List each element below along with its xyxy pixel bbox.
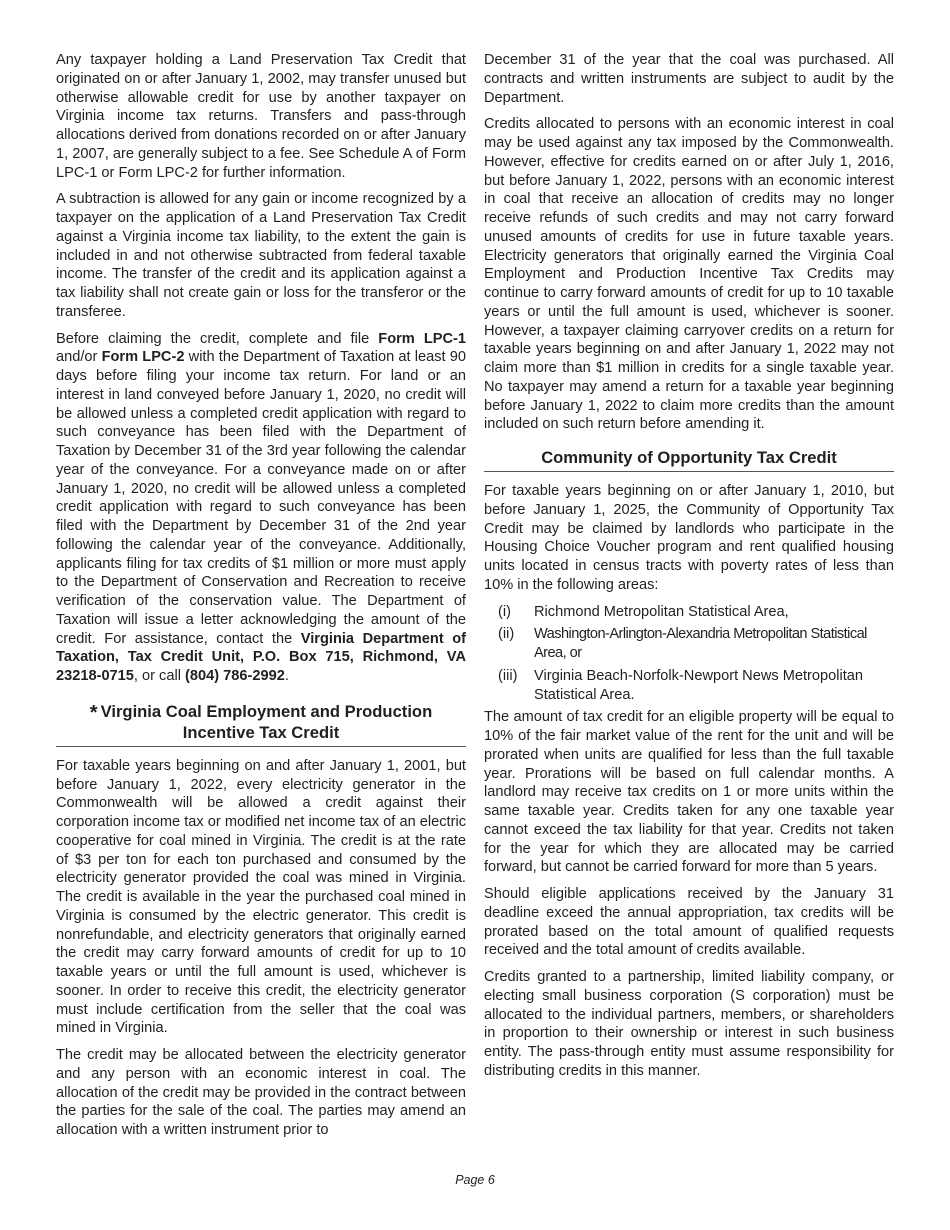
- claim-text-1: Before claiming the credit, complete and file: [56, 330, 379, 347]
- tax-credit-unit-address: Virginia Department of Taxation, Tax Credit Unit, P.O. Box 715, Richmond, VA 23218-0715: [56, 630, 467, 684]
- left-column: [56, 51, 466, 1148]
- page-number: Page 6: [455, 1173, 495, 1187]
- coal-credit-paragraph-1: For taxable years beginning on and after January 1, 2001, but before January 1, 2022, every electricity generator in the Commonwealth will be allowed a credit against their corporation income tax or modified net income tax of an electric cooperative for coal mined in Virginia. The credit is at the rate of $3 per ton for each ton purchased and consumed by the electricity generator provided the coal was mined in Virginia. The credit is available in the year the purchased coal mined in Virginia is consumed by the electric generator. This credit is nonrefundable, and electricity generators that originally earned the credit may carry forward amounts of credit for up to 10 taxable years or until the full amount is used, whichever is sooner. In order to receive this credit, the electricity generator must include certification from the seller that the coal was mined in Virginia.: [56, 757, 466, 1037]
- land-preservation-subtraction-paragraph: A subtraction is allowed for any gain or income recognized by a taxpayer on the application of a Land Preservation Tax Credit against a Virginia income tax liability, to the extent the gain is included in and not otherwise subtracted from federal taxable income. The transfer of the credit and its application against a tax liability shall not create gain or loss for the transferor or the transferee.: [56, 191, 466, 320]
- land-preservation-transfer-paragraph: Any taxpayer holding a Land Preservation Tax Credit that originated on or after January 1, 2002, may transfer unused but otherwise allowable credit for use by another taxpayer on Virginia income tax returns. Transfers and pass-through allocations derived from donations recorded on or after January 1, 2007, are generally subject to a fee. See Schedule A of Form LPC-1 or Form LPC-2 for further information.: [56, 52, 466, 181]
- coal-credit-audit-paragraph: December 31 of the year that the coal was purchased. All contracts and written instruments are subject to audit by the Department.: [484, 52, 894, 106]
- form-lpc-2-ref: Form LPC-2: [101, 349, 185, 366]
- list-item: [484, 667, 894, 705]
- coal-credit-heading: [56, 702, 466, 747]
- claim-text-2: and/or: [56, 349, 102, 366]
- community-opportunity-intro-paragraph: For taxable years beginning on or after January 1, 2010, but before January 1, 2025, the Community of Opportunity Tax Credit may be claimed by landlords who participate in the Housing Choice Voucher program and rent qualified housing units located in census tracts with poverty rates of less than 10% in the following areas:: [484, 483, 894, 593]
- land-preservation-claim-paragraph: [56, 330, 466, 686]
- list-item-text: Virginia Beach-Norfolk-Newport News Metropolitan Statistical Area.: [534, 667, 864, 703]
- claim-text-5: .: [284, 668, 289, 684]
- coal-credit-heading-line2: Incentive Tax Credit: [182, 722, 340, 742]
- list-item: [484, 625, 894, 663]
- tax-credit-unit-phone: (804) 786-2992: [185, 668, 285, 684]
- right-column: [484, 51, 894, 1089]
- list-item-text: Richmond Metropolitan Statistical Area,: [534, 603, 789, 620]
- coal-credit-economic-interest-paragraph: Credits allocated to persons with an economic interest in coal may be used against any tax imposed by the Commonwealth. However, effective for credits earned on or after July 1, 2016, but before January 1, 2022, persons with an economic interest in coal that receive an allocation of credits may no longer receive refunds of such credits and may not carry forward unused amounts of credits for use in future taxable years. Electricity generators that originally earned the Virginia Coal Employment and Production Incentive Tax Credits may continue to carry forward amounts of credit for up to 10 taxable years or until the full amount is used, whichever is sooner. However, a taxpayer claiming carryover credits on a return for taxable years beginning on and after January 1, 2022 may not claim more than $1 million in credits for a single taxable year. No taxpayer may amend a return for a taxable year beginning before January 1, 2022 to claim more credits than the amount included on such return before amending it.: [484, 116, 894, 433]
- asterisk-marker: *: [89, 701, 98, 724]
- community-opportunity-passthrough-paragraph: Credits granted to a partnership, limited liability company, or electing small business corporation (S corporation) must be allocated to the individual partners, members, or shareholders in proportion to their ownership or interest in such business entity. The pass-through entity must assume responsibility for distributing credits in this manner.: [484, 969, 894, 1079]
- list-item-text: Washington-Arlington-Alexandria Metropolitan Statistical Area, or: [534, 626, 867, 661]
- list-item-number: (iii): [498, 667, 518, 684]
- form-lpc-1-ref: Form LPC-1: [378, 330, 466, 347]
- community-opportunity-proration-paragraph: Should eligible applications received by the January 31 deadline exceed the annual appropriation, tax credits will be prorated based on the total amount of qualified requests received and the total amount of credits available.: [484, 886, 894, 959]
- community-opportunity-heading: Community of Opportunity Tax Credit: [484, 448, 894, 472]
- claim-text-4: , or call: [133, 668, 186, 684]
- coal-credit-paragraph-2: The credit may be allocated between the electricity generator and any person with an economic interest in coal. The allocation of the credit may be provided in the contract between the parties for the sale of the coal. The parties may amend an allocation with a written instrument prior to: [56, 1047, 466, 1138]
- list-item-number: (i): [498, 603, 511, 620]
- community-opportunity-amount-paragraph: The amount of tax credit for an eligible property will be equal to 10% of the fair market value of the rent for the unit and will be prorated when units are qualified for less than the full taxable year. Prorations will be based on full calendar months. A landlord may receive tax credits on 1 or more units within the same taxable year. Credits taken for any one taxable year cannot exceed the tax liability for that year. Credits not taken for the year for which they are allocated may be carried forward, but cannot be carried forward for more than 5 years.: [484, 709, 894, 876]
- claim-text-3: with the Department of Taxation at least 90 days before filing your income tax return. For land or an interest in land conveyed before January 1, 2020, no credit will be allowed unless a completed credit application with regard to such conveyance has been filed with the Department of Taxation by December 31 of the 3rd year following the calendar year of the conveyance. For a conveyance made on or after January 1, 2020, no credit will be allowed unless a completed credit application with regard to such conveyance has been filed with the Department by December 31 of the 2nd year following the calendar year of the conveyance. Additionally, applicants filing for tax credits of $1 million or more must apply to the Department of Conservation and Recreation to receive verification of the conservation value. The Department of Taxation will issue a letter acknowledging the amount of the credit. For assistance, contact the: [56, 349, 467, 647]
- list-item: [484, 603, 894, 622]
- coal-credit-heading-line1: Virginia Coal Employment and Production: [100, 701, 433, 721]
- statistical-area-list: [484, 603, 894, 705]
- list-item-number: (ii): [498, 626, 515, 643]
